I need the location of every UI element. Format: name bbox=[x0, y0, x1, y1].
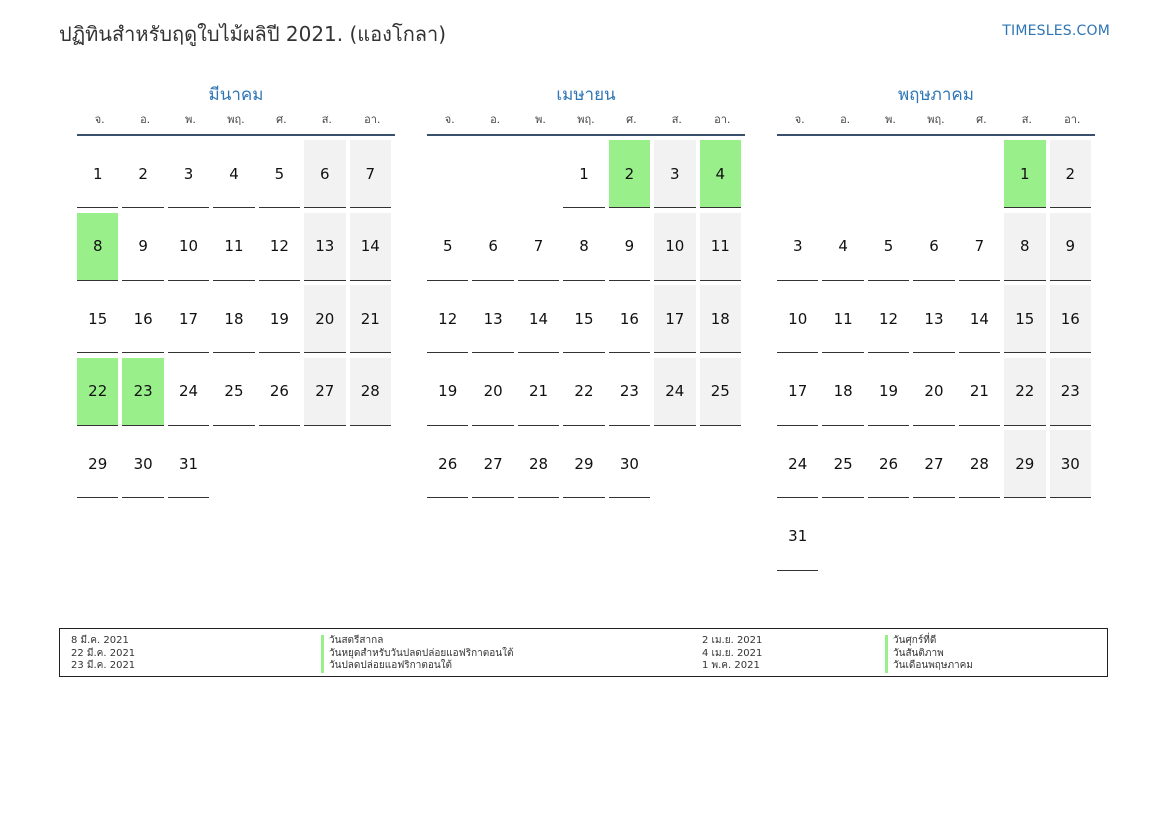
weekday-header bbox=[77, 110, 395, 136]
day-cell[interactable]: 17 bbox=[654, 285, 695, 353]
weekday-label: อ. bbox=[490, 113, 501, 126]
legend-holiday-name: วันปลดปล่อยแอฟริกาตอนใต้ bbox=[321, 660, 513, 673]
day-cell[interactable]: 4 bbox=[822, 213, 863, 281]
day-cell[interactable]: 27 bbox=[304, 358, 345, 426]
day-cell[interactable]: 14 bbox=[350, 213, 391, 281]
day-cell[interactable]: 21 bbox=[959, 358, 1000, 426]
holiday-day-cell[interactable]: 2 bbox=[609, 140, 650, 208]
empty-day-cell bbox=[518, 140, 559, 208]
day-cell[interactable]: 19 bbox=[868, 358, 909, 426]
month-name: พฤษภาคม bbox=[897, 85, 975, 105]
day-cell[interactable]: 12 bbox=[427, 285, 468, 353]
day-grid bbox=[777, 140, 1095, 571]
day-cell[interactable]: 25 bbox=[700, 358, 741, 426]
legend-holiday-name: วันหยุดสำหรับวันปลดปล่อยแอฟริกาตอนใต้ bbox=[321, 648, 513, 661]
day-cell[interactable]: 1 bbox=[77, 140, 118, 208]
day-cell[interactable]: 7 bbox=[959, 213, 1000, 281]
day-cell[interactable]: 23 bbox=[609, 358, 650, 426]
page-title: ปฏิทินสำหรับฤดูใบไม้ผลิปี 2021. (แองโกลา) bbox=[59, 22, 447, 46]
day-cell[interactable]: 29 bbox=[77, 430, 118, 498]
weekday-label: พฤ. bbox=[927, 113, 945, 126]
day-cell[interactable]: 29 bbox=[563, 430, 604, 498]
day-cell[interactable]: 25 bbox=[213, 358, 254, 426]
day-cell[interactable]: 3 bbox=[654, 140, 695, 208]
holiday-day-cell[interactable]: 1 bbox=[1004, 140, 1045, 208]
weekday-label: ศ. bbox=[276, 113, 287, 126]
weekday-header bbox=[777, 110, 1095, 136]
legend-holiday-name: วันสตรีสากล bbox=[321, 635, 513, 648]
day-cell[interactable]: 31 bbox=[777, 503, 818, 571]
weekday-label: อา. bbox=[1064, 113, 1081, 126]
day-cell[interactable]: 25 bbox=[822, 430, 863, 498]
weekday-label: อา. bbox=[364, 113, 381, 126]
day-cell[interactable]: 28 bbox=[518, 430, 559, 498]
day-cell[interactable]: 19 bbox=[259, 285, 300, 353]
day-grid bbox=[427, 140, 745, 498]
day-cell[interactable]: 21 bbox=[350, 285, 391, 353]
day-cell[interactable]: 4 bbox=[213, 140, 254, 208]
legend-names-right bbox=[885, 635, 973, 673]
day-cell[interactable]: 24 bbox=[168, 358, 209, 426]
day-cell[interactable]: 20 bbox=[913, 358, 954, 426]
day-cell[interactable]: 10 bbox=[777, 285, 818, 353]
legend-date: 22 มี.ค. 2021 bbox=[71, 647, 136, 659]
weekday-label: ส. bbox=[1021, 113, 1032, 126]
weekday-label: พฤ. bbox=[577, 113, 595, 126]
day-cell[interactable]: 17 bbox=[168, 285, 209, 353]
legend-dates-right bbox=[702, 635, 762, 673]
day-cell[interactable]: 9 bbox=[609, 213, 650, 281]
day-cell[interactable]: 12 bbox=[259, 213, 300, 281]
day-cell[interactable]: 10 bbox=[168, 213, 209, 281]
day-cell[interactable]: 6 bbox=[913, 213, 954, 281]
holiday-day-cell[interactable]: 22 bbox=[77, 358, 118, 426]
day-cell[interactable]: 23 bbox=[1050, 358, 1091, 426]
holiday-day-cell[interactable]: 23 bbox=[122, 358, 163, 426]
site-link[interactable]: TIMESLES.COM bbox=[1002, 23, 1110, 39]
day-cell[interactable]: 15 bbox=[1004, 285, 1045, 353]
legend-dates-left bbox=[71, 635, 135, 673]
legend-holiday-name: วันศุกร์ที่ดี bbox=[885, 635, 973, 648]
empty-day-cell bbox=[822, 140, 863, 208]
empty-day-cell bbox=[868, 140, 909, 208]
weekday-label: ส. bbox=[321, 113, 332, 126]
day-cell[interactable]: 28 bbox=[959, 430, 1000, 498]
day-cell[interactable]: 24 bbox=[654, 358, 695, 426]
day-cell[interactable]: 26 bbox=[427, 430, 468, 498]
month-calendar bbox=[427, 82, 745, 498]
holiday-day-cell[interactable]: 4 bbox=[700, 140, 741, 208]
day-cell[interactable]: 17 bbox=[777, 358, 818, 426]
day-cell[interactable]: 5 bbox=[427, 213, 468, 281]
empty-day-cell bbox=[472, 140, 513, 208]
day-cell[interactable]: 6 bbox=[472, 213, 513, 281]
legend-date: 8 มี.ค. 2021 bbox=[71, 635, 129, 646]
day-cell[interactable]: 30 bbox=[609, 430, 650, 498]
day-cell[interactable]: 5 bbox=[868, 213, 909, 281]
day-cell[interactable]: 30 bbox=[1050, 430, 1091, 498]
legend-date: 4 เม.ย. 2021 bbox=[702, 647, 763, 659]
day-cell[interactable]: 3 bbox=[777, 213, 818, 281]
day-cell[interactable]: 16 bbox=[1050, 285, 1091, 353]
day-cell[interactable]: 13 bbox=[304, 213, 345, 281]
legend-date: 23 มี.ค. 2021 bbox=[71, 660, 136, 671]
day-cell[interactable]: 2 bbox=[122, 140, 163, 208]
weekday-label: พ. bbox=[885, 113, 896, 126]
day-cell[interactable]: 7 bbox=[350, 140, 391, 208]
day-cell[interactable]: 27 bbox=[913, 430, 954, 498]
day-cell[interactable]: 13 bbox=[472, 285, 513, 353]
day-cell[interactable]: 14 bbox=[518, 285, 559, 353]
day-cell[interactable]: 18 bbox=[700, 285, 741, 353]
legend-names-left bbox=[321, 635, 513, 673]
day-cell[interactable]: 16 bbox=[609, 285, 650, 353]
day-cell[interactable]: 3 bbox=[168, 140, 209, 208]
day-cell[interactable]: 1 bbox=[563, 140, 604, 208]
day-cell[interactable]: 9 bbox=[122, 213, 163, 281]
day-cell[interactable]: 21 bbox=[518, 358, 559, 426]
legend-date: 2 เม.ย. 2021 bbox=[702, 635, 763, 646]
weekday-label: ส. bbox=[671, 113, 682, 126]
day-cell[interactable]: 16 bbox=[122, 285, 163, 353]
empty-day-cell bbox=[959, 140, 1000, 208]
day-cell[interactable]: 11 bbox=[213, 213, 254, 281]
empty-day-cell bbox=[427, 140, 468, 208]
day-cell[interactable]: 8 bbox=[563, 213, 604, 281]
day-cell[interactable]: 26 bbox=[259, 358, 300, 426]
day-cell[interactable]: 8 bbox=[1004, 213, 1045, 281]
month-name: มีนาคม bbox=[208, 85, 264, 105]
day-cell[interactable]: 18 bbox=[213, 285, 254, 353]
empty-day-cell bbox=[777, 140, 818, 208]
weekday-header bbox=[427, 110, 745, 136]
day-cell[interactable]: 11 bbox=[700, 213, 741, 281]
day-cell[interactable]: 30 bbox=[122, 430, 163, 498]
legend-holiday-name: วันสันติภาพ bbox=[885, 648, 973, 661]
empty-day-cell bbox=[913, 140, 954, 208]
month-calendar bbox=[77, 82, 395, 498]
day-cell[interactable]: 14 bbox=[959, 285, 1000, 353]
day-cell[interactable]: 31 bbox=[168, 430, 209, 498]
day-cell[interactable]: 28 bbox=[350, 358, 391, 426]
day-cell[interactable]: 22 bbox=[563, 358, 604, 426]
weekday-label: ศ. bbox=[626, 113, 637, 126]
weekday-label: ศ. bbox=[976, 113, 987, 126]
legend-holiday-name: วันเดือนพฤษภาคม bbox=[885, 660, 973, 673]
month-calendar bbox=[777, 82, 1095, 571]
day-cell[interactable]: 26 bbox=[868, 430, 909, 498]
day-cell[interactable]: 18 bbox=[822, 358, 863, 426]
day-cell[interactable]: 10 bbox=[654, 213, 695, 281]
day-cell[interactable]: 20 bbox=[304, 285, 345, 353]
day-cell[interactable]: 20 bbox=[472, 358, 513, 426]
day-cell[interactable]: 15 bbox=[77, 285, 118, 353]
day-cell[interactable]: 2 bbox=[1050, 140, 1091, 208]
day-cell[interactable]: 27 bbox=[472, 430, 513, 498]
holiday-legend bbox=[59, 628, 1108, 677]
month-name: เมษายน bbox=[556, 85, 616, 105]
day-cell[interactable]: 7 bbox=[518, 213, 559, 281]
day-cell[interactable]: 9 bbox=[1050, 213, 1091, 281]
day-cell[interactable]: 19 bbox=[427, 358, 468, 426]
weekday-label: อ. bbox=[140, 113, 151, 126]
day-cell[interactable]: 13 bbox=[913, 285, 954, 353]
day-cell[interactable]: 5 bbox=[259, 140, 300, 208]
day-cell[interactable]: 29 bbox=[1004, 430, 1045, 498]
weekday-label: จ. bbox=[94, 113, 105, 126]
day-cell[interactable]: 24 bbox=[777, 430, 818, 498]
weekday-label: จ. bbox=[444, 113, 455, 126]
weekday-label: พฤ. bbox=[227, 113, 245, 126]
day-cell[interactable]: 15 bbox=[563, 285, 604, 353]
day-cell[interactable]: 6 bbox=[304, 140, 345, 208]
weekday-label: อา. bbox=[714, 113, 731, 126]
weekday-label: พ. bbox=[535, 113, 546, 126]
weekday-label: อ. bbox=[840, 113, 851, 126]
day-cell[interactable]: 12 bbox=[868, 285, 909, 353]
weekday-label: พ. bbox=[185, 113, 196, 126]
weekday-label: จ. bbox=[794, 113, 805, 126]
legend-date: 1 พ.ค. 2021 bbox=[702, 660, 760, 671]
holiday-day-cell[interactable]: 8 bbox=[77, 213, 118, 281]
day-cell[interactable]: 11 bbox=[822, 285, 863, 353]
day-cell[interactable]: 22 bbox=[1004, 358, 1045, 426]
day-grid bbox=[77, 140, 395, 498]
